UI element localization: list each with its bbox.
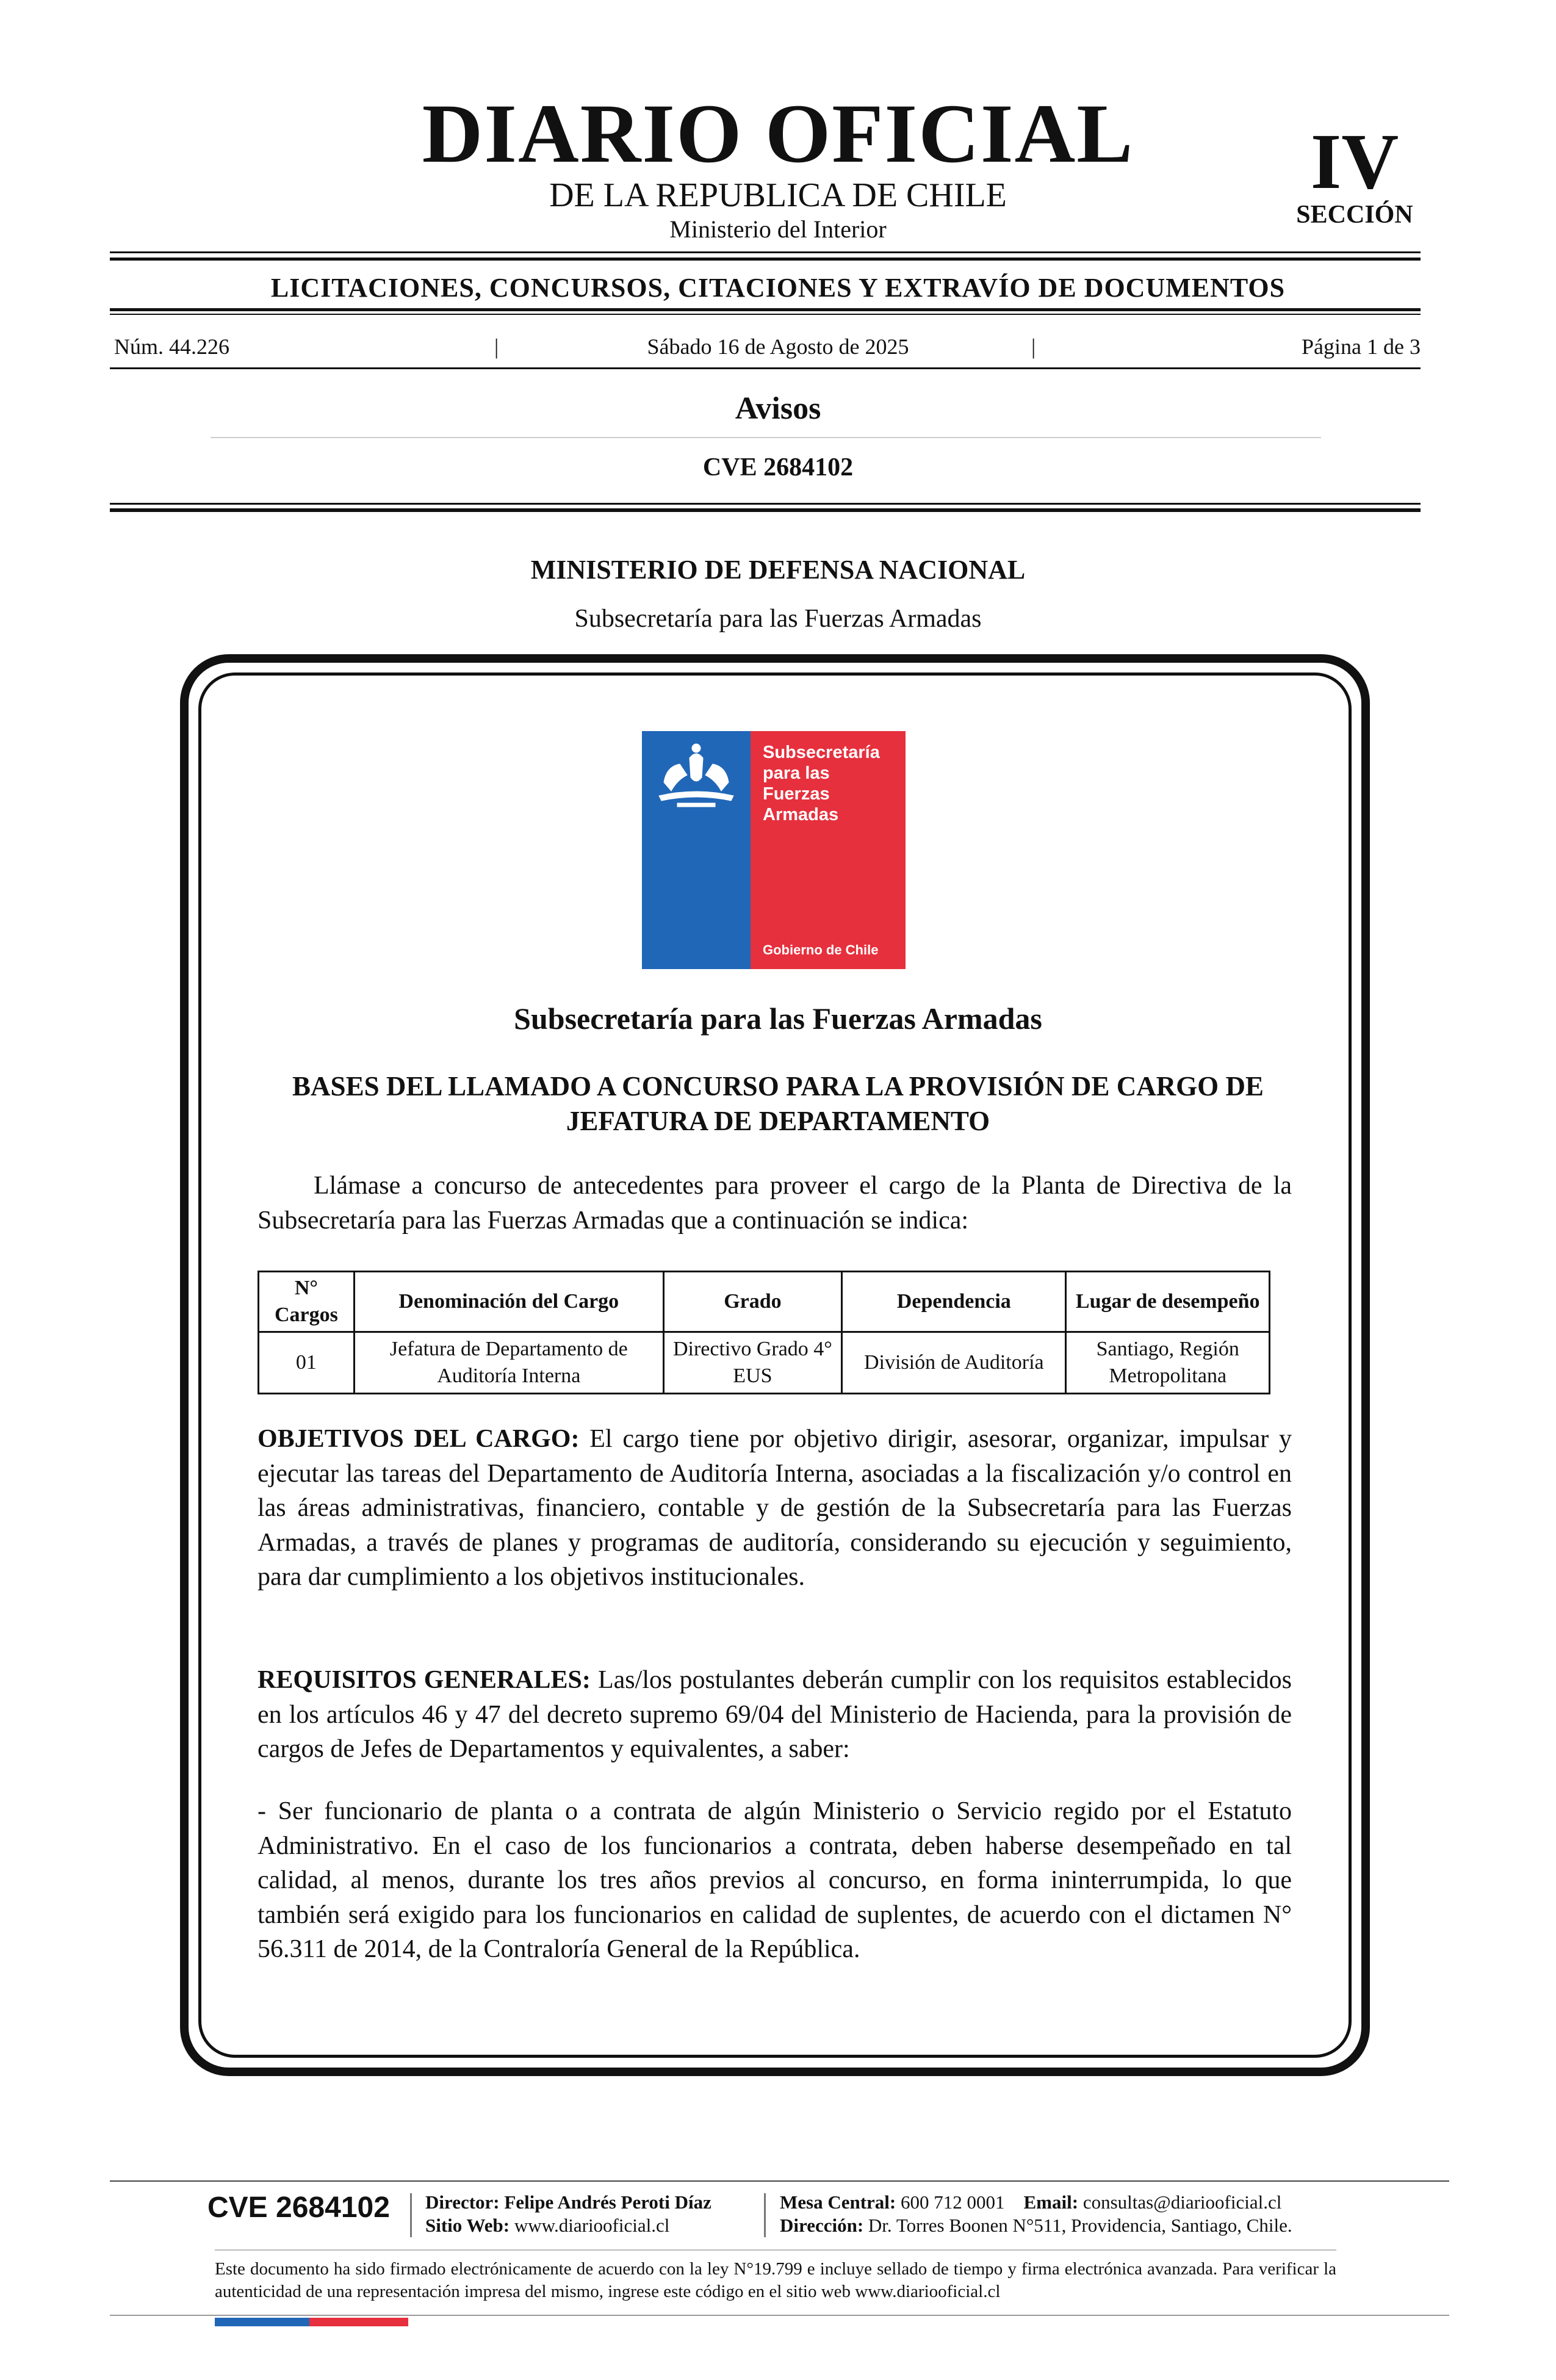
column-header: N° Cargos — [259, 1272, 355, 1332]
section-name: Avisos — [735, 391, 821, 426]
director-name: Felipe Andrés Peroti Díaz — [504, 2191, 711, 2213]
logo-line: para las — [763, 763, 830, 783]
site-label: Sitio Web: — [425, 2215, 510, 2236]
notice-organization: Subsecretaría para las Fuerzas Armadas — [514, 1001, 1042, 1036]
issue-date: Sábado 16 de Agosto de 2025 — [647, 334, 909, 359]
intro-paragraph: Llámase a concurso de antecedentes para proveer el cargo de la Planta de Directiva de la Subsecretaría para las Fuerzas Armadas que a continuación se indica: — [258, 1172, 1292, 1235]
logo-text — [763, 742, 897, 825]
meta-separator: | — [494, 334, 499, 359]
flag-bar-red — [309, 2318, 408, 2326]
email-label: Email: — [1023, 2191, 1079, 2213]
site-link[interactable]: www.diariooficial.cl — [514, 2215, 670, 2236]
subsecretaria-logo — [642, 731, 906, 969]
footer-rule — [110, 2180, 1449, 2182]
objetivos-paragraph — [258, 1422, 1292, 1595]
table-cell: Directivo Grado 4° EUS — [663, 1332, 841, 1394]
flag-bar-blue — [215, 2318, 309, 2326]
category-title: LICITACIONES, CONCURSOS, CITACIONES Y EXTRAVÍO DE DOCUMENTOS — [270, 273, 1286, 303]
logo-line: Armadas — [763, 805, 839, 824]
footer-divider — [764, 2193, 766, 2237]
footer-bottom-rule — [110, 2315, 1449, 2316]
header-rule-thick — [110, 508, 1421, 512]
ministry-subsecretary: Subsecretaría para las Fuerzas Armadas — [574, 605, 982, 633]
column-header: Denominación del Cargo — [354, 1272, 663, 1332]
logo-footer: Gobierno de Chile — [763, 942, 879, 957]
issue-number: Núm. 44.226 — [114, 334, 229, 359]
footer-director-block — [425, 2191, 711, 2237]
logo-line: Fuerzas — [763, 784, 830, 804]
column-header: Grado — [663, 1272, 841, 1332]
column-header: Lugar de desempeño — [1066, 1272, 1270, 1332]
footer-contact-block — [780, 2191, 1292, 2237]
cve-code: CVE 2684102 — [702, 453, 854, 481]
footer-divider — [410, 2193, 412, 2237]
objetivos-label: OBJETIVOS DEL CARGO: — [258, 1425, 580, 1453]
page-indicator: Página 1 de 3 — [1302, 334, 1421, 359]
ministry-name: MINISTERIO DE DEFENSA NACIONAL — [530, 555, 1026, 585]
category-rule-top — [110, 308, 1421, 311]
footer-note-rule — [215, 2249, 1336, 2251]
meta-separator: | — [1031, 334, 1036, 359]
logo-line: Subsecretaría — [763, 743, 880, 762]
address-text: Dr. Torres Boonen N°511, Providencia, Santiago, Chile. — [868, 2215, 1292, 2236]
address-label: Dirección: — [780, 2215, 864, 2236]
meta-rule — [110, 367, 1421, 369]
notice-title-line: JEFATURA DE DEPARTAMENTO — [566, 1106, 990, 1136]
footer-cve-code: CVE 2684102 — [207, 2191, 390, 2224]
mesa-label: Mesa Central: — [780, 2191, 896, 2213]
header-rule-thin — [110, 503, 1421, 505]
column-header: Dependencia — [842, 1272, 1066, 1332]
section-label: SECCIÓN — [1296, 201, 1413, 229]
table-row — [259, 1332, 1270, 1394]
section-number: IV — [1310, 118, 1399, 206]
requisitos-paragraph — [258, 1663, 1292, 1767]
masthead-title: DIARIO OFICIAL — [422, 87, 1134, 180]
table-cell: Jefatura de Departamento de Auditoría Interna — [354, 1332, 663, 1394]
mesa-phone: 600 712 0001 — [901, 2191, 1005, 2213]
notice-title-line: BASES DEL LLAMADO A CONCURSO PARA LA PROVISIÓN DE CARGO DE — [292, 1071, 1264, 1102]
table-header-row — [259, 1272, 1270, 1332]
table-cell: Santiago, Región Metropolitana — [1066, 1332, 1270, 1394]
category-rule-bottom — [110, 314, 1421, 315]
requisitos-text: Las/los postulantes deberán cumplir con los requisitos establecidos en los artículos 46 y 47 del decreto supremo 69/04 del Ministerio de Hacienda, para la provisión de cargos de Jefes de Departamentos y equivalentes, a saber: — [258, 1666, 1292, 1763]
requisito-item: - Ser funcionario de planta o a contrata de algún Ministerio o Servicio regido por el Estatuto Administrativo. En el caso de los funcionarios a contrata, deben haberse desempeñado en tal calidad, al menos, durante los tres años previos al concurso, en forma ininterrumpida, lo que también será exigido para los funcionarios en calidad de suplentes, de acuerdo con el dictamen N° 56.311 de 2014, de la Contraloría General de la República. — [258, 1797, 1292, 1963]
masthead-rule-thick — [110, 258, 1421, 261]
director-label: Director: — [425, 2191, 500, 2213]
objetivos-text: El cargo tiene por objetivo dirigir, asesorar, organizar, impulsar y ejecutar las tareas del Departamento de Auditoría Interna, asociadas a la fiscalización y/o control en las áreas administrativas, financiero, contable y de gestión de la Subsecretaría para las Fuerzas Armadas, a través de planes y programas de auditoría, considerando su ejecución y seguimiento, para dar cumplimiento a los objetivos institucionales. — [258, 1425, 1292, 1591]
notice-title — [256, 1069, 1300, 1139]
table-cell: División de Auditoría — [842, 1332, 1066, 1394]
cargo-table — [258, 1271, 1270, 1394]
email-link[interactable]: consultas@diariooficial.cl — [1082, 2191, 1282, 2213]
masthead-rule-thin — [110, 251, 1421, 253]
coat-of-arms-icon — [653, 740, 740, 813]
masthead-ministry: Ministerio del Interior — [669, 215, 887, 243]
table-cell: 01 — [259, 1332, 355, 1394]
requisitos-label: REQUISITOS GENERALES: — [258, 1666, 591, 1694]
masthead-subtitle: DE LA REPUBLICA DE CHILE — [549, 176, 1007, 214]
section-rule — [211, 437, 1321, 438]
signature-note: Este documento ha sido firmado electrónicamente de acuerdo con la ley N°19.799 e incluye sellado de tiempo y firma electrónica avanzada. Para verificar la autenticidad de una representación impresa del mismo, ingrese este código en el sitio web www.diariooficial.cl — [215, 2259, 1336, 2301]
